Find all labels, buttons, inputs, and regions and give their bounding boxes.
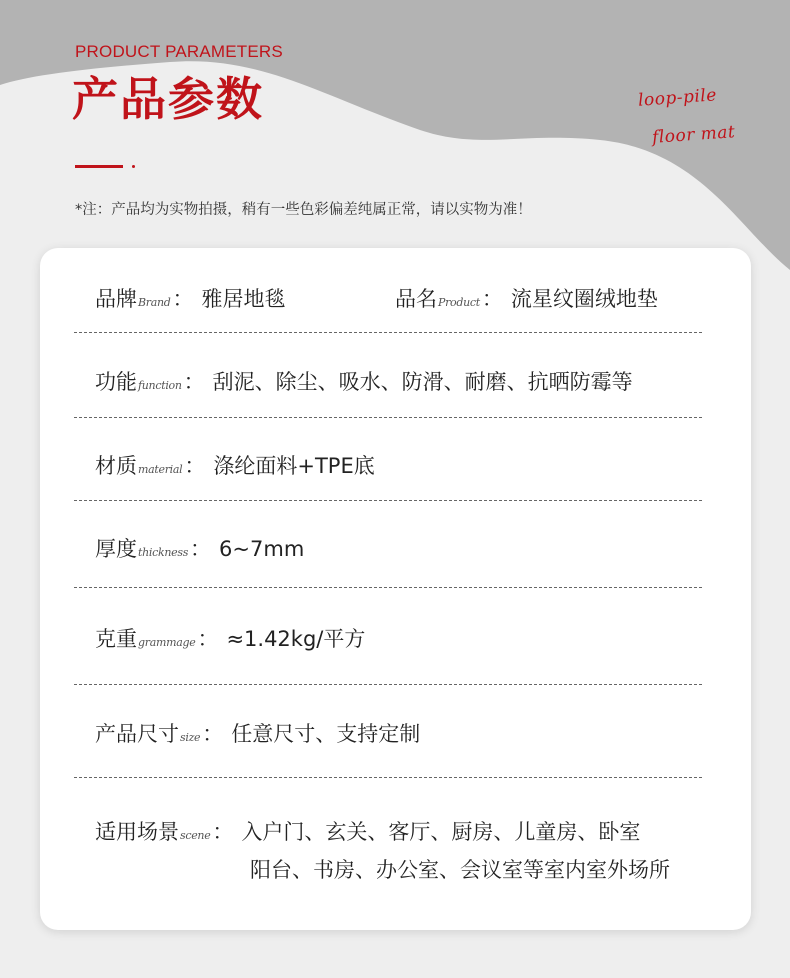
param-value-line2: 阳台、书房、办公室、会议室等室内室外场所 (250, 858, 670, 882)
param-row-material (95, 450, 375, 480)
script-text-line1: loop-pile (637, 85, 718, 111)
param-label: 材质 (95, 454, 137, 478)
disclaimer-note: *注：产品均为实物拍摄，稍有一些色彩偏差纯属正常，请以实物为准！ (75, 202, 532, 218)
parameters-card (40, 248, 751, 930)
param-label: 产品尺寸 (95, 722, 179, 746)
param-colon: ： (212, 820, 234, 844)
param-value: 任意尺寸、支持定制 (231, 722, 421, 746)
param-colon: ： (183, 370, 205, 394)
param-colon: ： (172, 287, 194, 311)
param-colon: ： (190, 537, 212, 561)
param-row-function (95, 366, 633, 396)
param-row-product (395, 283, 658, 313)
param-label-en: function (138, 379, 182, 392)
param-value: 6~7mm (219, 537, 305, 561)
param-row-scene (95, 816, 640, 846)
param-label: 厚度 (95, 537, 137, 561)
param-label-en: size (180, 731, 201, 744)
param-label: 适用场景 (95, 820, 179, 844)
param-label: 克重 (95, 627, 137, 651)
script-text-line2: floor mat (651, 122, 736, 148)
param-label: 品名 (395, 287, 437, 311)
param-label: 功能 (95, 370, 137, 394)
dashed-divider (74, 417, 702, 418)
param-value: ≈1.42kg/平方 (226, 627, 366, 651)
section-eyebrow: PRODUCT PARAMETERS (75, 42, 283, 61)
param-row-size (95, 718, 420, 748)
dashed-divider (74, 500, 702, 501)
param-row-thickness (95, 533, 304, 563)
param-colon: ： (197, 627, 219, 651)
dashed-divider (74, 587, 702, 588)
param-row-brand (95, 283, 286, 313)
param-label-en: Brand (138, 296, 171, 309)
param-value: 雅居地毯 (201, 287, 286, 311)
param-row-weight (95, 623, 365, 653)
param-label-en: Product (438, 296, 480, 309)
param-label: 品牌 (95, 287, 137, 311)
param-label-en: scene (180, 829, 211, 842)
param-label-en: thickness (138, 546, 189, 559)
title-underline-dot (132, 165, 135, 168)
param-colon: ： (202, 722, 224, 746)
param-colon: ： (184, 454, 206, 478)
param-label-en: grammage (138, 636, 196, 649)
param-colon: ： (481, 287, 503, 311)
dashed-divider (74, 777, 702, 778)
dashed-divider (74, 332, 702, 333)
param-label-en: material (138, 463, 183, 476)
page-title: 产品参数 (72, 72, 264, 126)
param-value: 入户门、玄关、客厅、厨房、儿童房、卧室 (241, 820, 641, 844)
param-value: 刮泥、除尘、吸水、防滑、耐磨、抗晒防霉等 (212, 370, 633, 394)
param-value: 流星纹圈绒地垫 (510, 287, 658, 311)
title-underline (75, 165, 123, 168)
dashed-divider (74, 684, 702, 685)
param-value: 涤纶面料+TPE底 (213, 454, 375, 478)
